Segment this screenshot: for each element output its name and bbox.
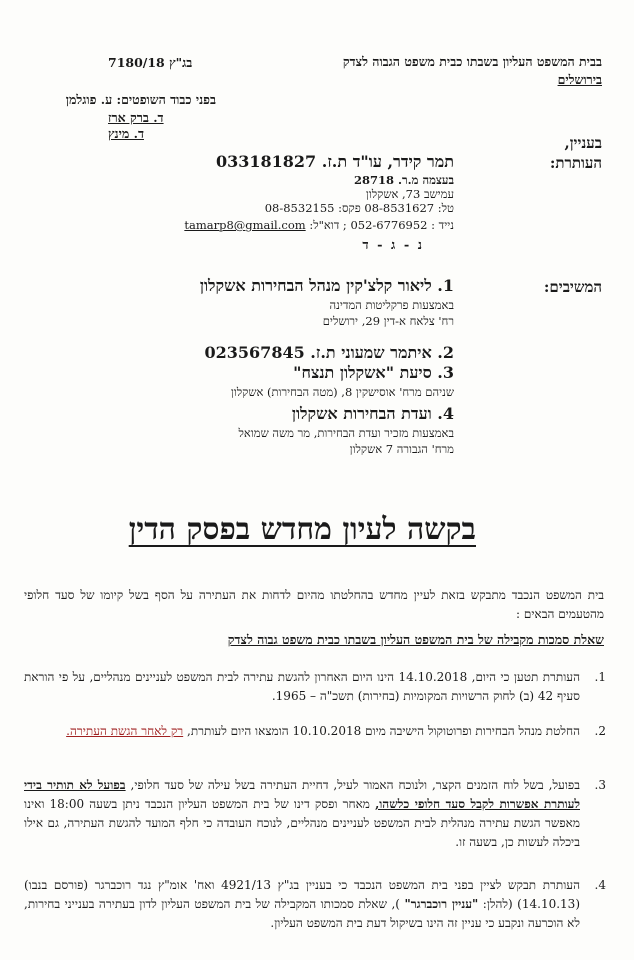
paragraph-text: העותרת תטען כי היום, 14.10.2018 הינו היום האחרון להגשת עתירה לבית המשפט לעניינים מנהליים, על פי הוראת סעיף 42 (ב) לחוק הרשויות המקומיות (בחירות) תשכ"ה – 1965.: [24, 670, 580, 703]
respondent-4-line: באמצעות מזכיר ועדת הבחירות, מר משה שמואל: [238, 426, 454, 440]
paragraph-number: 1.: [594, 670, 606, 684]
respondent-2-name: 2. איתמר שמעוני ת.ז. 023567845: [204, 343, 454, 362]
petitioner-representation: בעצמה מ.ר. 28718: [353, 173, 454, 187]
court-name: בבית המשפט העליון בשבתו כבית משפט הגבוה לצדק: [342, 54, 602, 69]
respondent-1-name: 1. ליאור קלצ'קין מנהל הבחירות אשקלון: [199, 276, 454, 295]
respondent-1-line: רח' צלאח א-דין 29, ירושלים: [322, 314, 454, 328]
paragraph-text-underlined: רק לאחר הגשת העתירה.: [66, 724, 184, 738]
paragraph-4: [24, 876, 604, 933]
respondent-1-line: באמצעות פרקליטות המדינה: [329, 298, 454, 312]
petitioner-address: עמישב 73, אשקלון: [365, 187, 454, 201]
paragraph-3: [24, 776, 604, 852]
paragraph-number: 2.: [594, 724, 606, 738]
petitioner-contact: [184, 218, 454, 232]
paragraph-text: [24, 722, 604, 741]
paragraph-text: [24, 776, 604, 852]
respondent-23-line: שניהם מרח' אוסישקין 8, (מטה הבחירות) אשקלון: [230, 385, 454, 399]
paragraph-text-plain: ), שאלת סמכותו המקבילה של בית המשפט העליון לדון בעתירה בענייני בחירות, לא הוכרעה ונקבע כי עניין זה הינו בשיקול דעת בית המשפט העליון.: [24, 897, 580, 930]
paragraph-text-bold: "עניין רוכברגר": [404, 897, 479, 911]
versus-label: נ - ג - ד: [362, 238, 424, 253]
document-title: בקשה לעיון מחדש בפסק הדין: [128, 512, 476, 547]
paragraph-text: [24, 876, 604, 933]
case-number: בג"ץ 7180/18: [108, 55, 193, 70]
petitioner-phone: טל: 08-8531627 פקס: 08-8532155: [264, 201, 454, 215]
paragraph-2: [24, 722, 604, 741]
paragraph-number: 4.: [594, 878, 606, 892]
judge-name: ד. ברק ארז: [108, 110, 164, 125]
respondent-4-line: מרח' הגבורה 7 אשקלון: [349, 442, 454, 456]
respondent-3-name: 3. סיעת "אשקלון תנצח": [293, 363, 454, 382]
section-title: שאלת סמכות מקבילה של בית המשפט העליון בשבתו כבית משפט גבוה לצדק: [227, 632, 604, 647]
petitioner-mobile: נייד : 052-6776952 ; דוא"ל:: [309, 218, 454, 232]
paragraph-number: 3.: [594, 778, 606, 792]
respondent-4-name: 4. ועדת הבחירות אשקלון: [291, 404, 454, 423]
court-city: בירושלים: [557, 72, 602, 87]
paragraph-text-plain: מאחר ופסק דינו של בית המשפט העליון הנכבד ניתן בשעה 18:00 ואינו מאפשר הגשת עתירה מנהלית לבית המשפט לעניינים מנהליים, לנוכח העובדה כי חלף המועד להגשת העתירה, גם אילו ביכלה לעשות כן, בשעה זו.: [24, 797, 580, 849]
petitioner-email[interactable]: tamarp8@gmail.com: [184, 218, 306, 232]
respondents-label: המשיבים:: [543, 278, 602, 296]
petitioner-label: העותרת:: [549, 154, 602, 172]
matter-label: בעניין,: [564, 134, 602, 152]
judge-name: ד. מינץ: [108, 126, 144, 141]
paragraph-text-plain: החלטת מנהל הבחירות ופרוטוקול הישיבה מיום 10.10.2018 הומצאו היום לעותרת,: [187, 724, 580, 738]
paragraph-text-plain: בפועל, בשל לוח הזמנים הקצר, ולנוכח האמור לעיל, דחיית העתירה בשל עילה של סעד חלופי,: [130, 778, 580, 792]
intro-paragraph: בית המשפט הנכבד מתבקש בזאת לעיין מחדש בהחלטתו מהיום לדחות את העתירה על הסף בשל קיומו של סעד חלופי מהטעמים הבאים :: [24, 588, 604, 621]
paragraph-text-bold: בפועל לא תותיר בידי לעותרת אפשרות לקבל סעד חלופי כלשהו,: [24, 778, 580, 811]
paragraph-text-plain: העותרת תבקש לציין בפני בית המשפט הנכבד כי בעניין בג"ץ 4921/13 ואח' אומ"ץ נגד רוכברגר (פורסם בנבו) (14.10.13) (להלן:: [24, 878, 580, 911]
paragraph-1: [24, 668, 604, 706]
petitioner-name: תמר קידר, עו"ד ת.ז. 033181827: [215, 152, 454, 171]
judges-panel: בפני כבוד השופטים: ע. פוגלמן: [65, 92, 216, 107]
